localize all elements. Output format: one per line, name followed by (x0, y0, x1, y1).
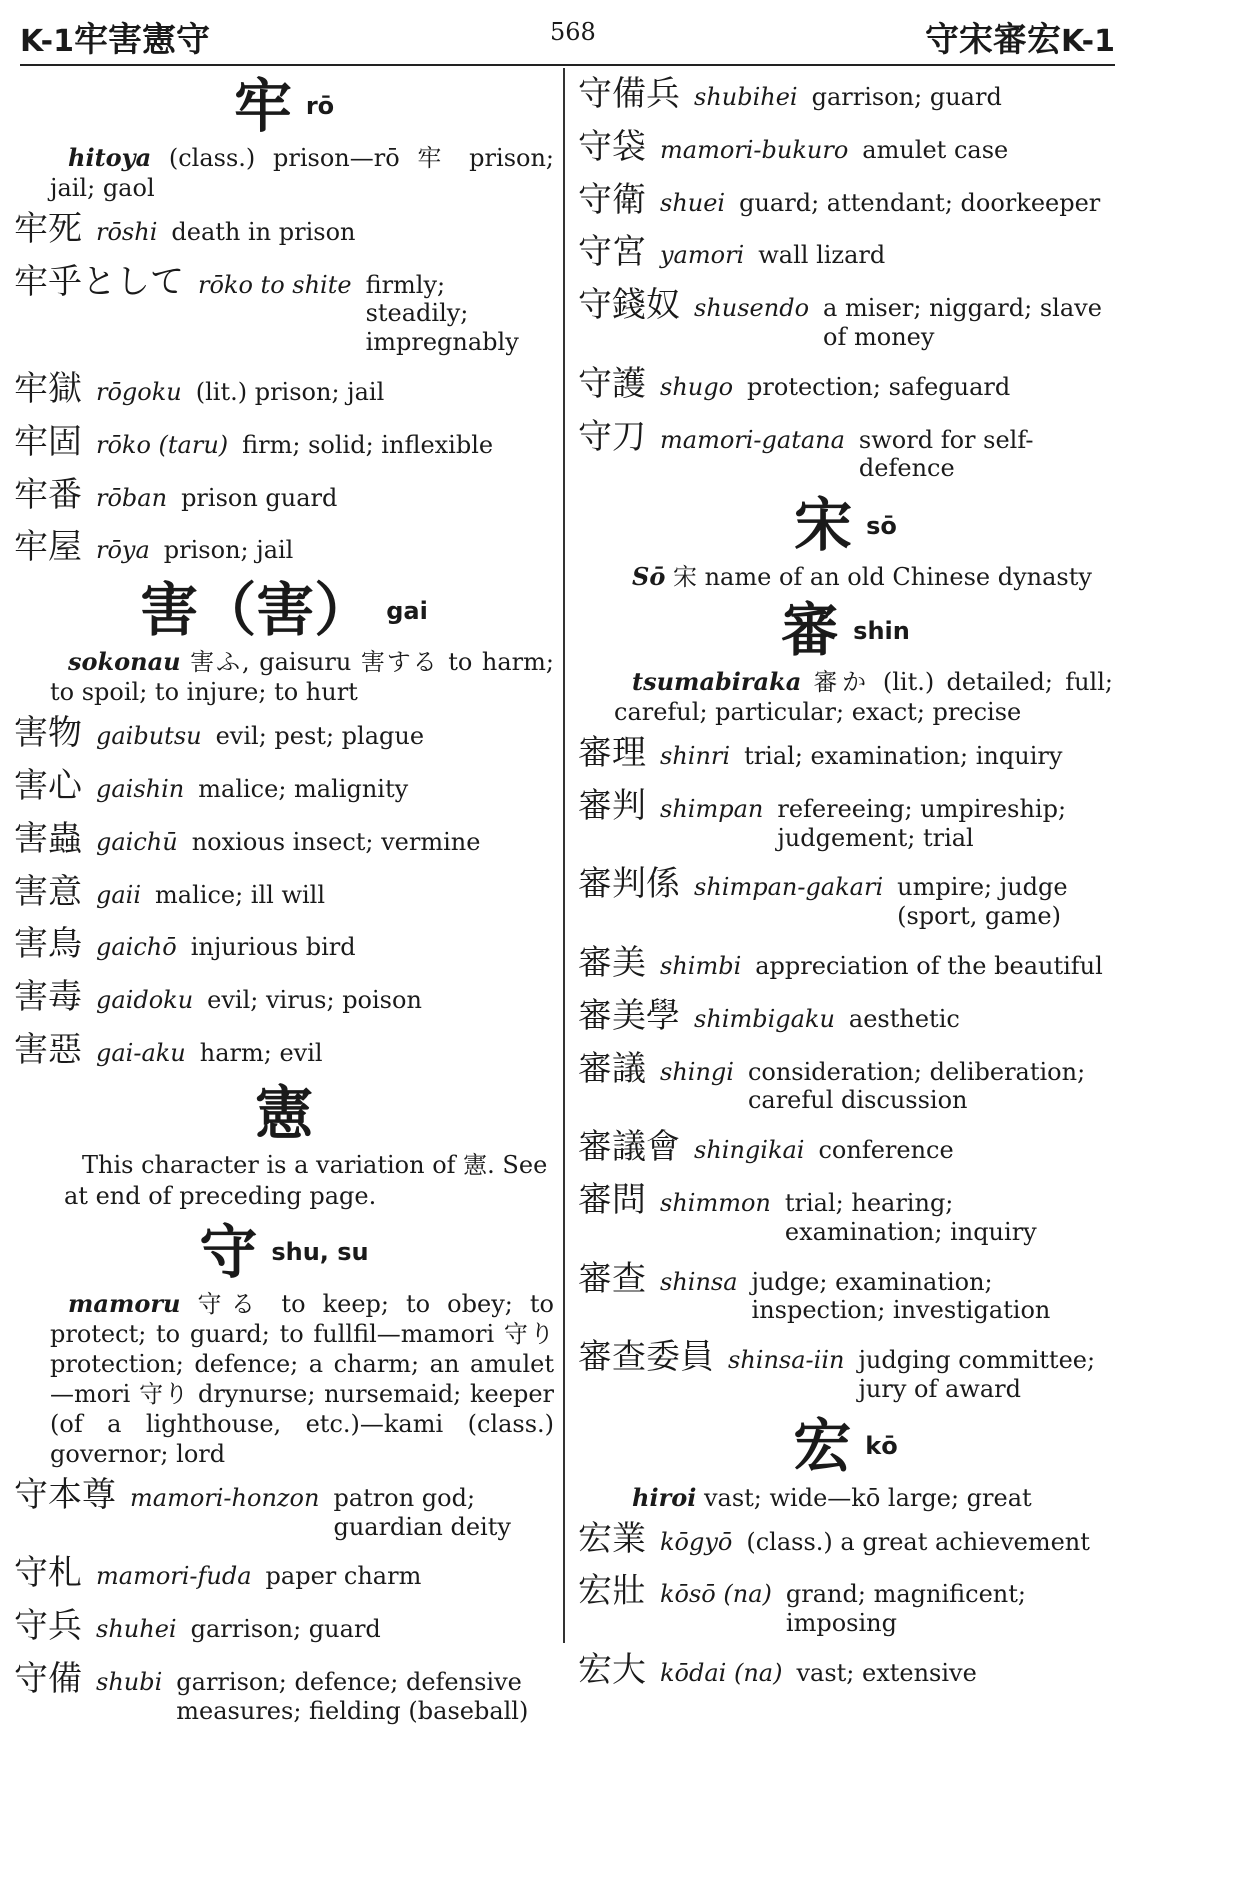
kanji-heading (14, 576, 554, 645)
entry-gloss: evil; pest; plague (215, 722, 425, 751)
dictionary-entry (14, 1553, 554, 1594)
dictionary-entry (14, 713, 554, 754)
entry-romaji: rōban (96, 483, 168, 512)
entry-japanese: 牢番 (14, 474, 82, 515)
entry-romaji: rōshi (96, 217, 158, 246)
entry-romaji: gai-aku (96, 1038, 186, 1067)
entry-romaji: mamori-bukuro (660, 135, 849, 164)
entry-japanese: 牢獄 (14, 369, 82, 410)
entry-romaji: shubi (96, 1668, 163, 1697)
kanji-heading (578, 596, 1113, 665)
entry-gloss: trial; hearing; examination; inquiry (784, 1188, 1037, 1246)
dictionary-entry (578, 364, 1113, 405)
entry-romaji: shingikai (694, 1136, 805, 1165)
entry-japanese: 害蟲 (14, 818, 82, 859)
dictionary-entry (578, 864, 1113, 931)
entry-romaji: shinsa-iin (728, 1346, 845, 1375)
entry-gloss: conference (818, 1136, 954, 1165)
entry-gloss: malice; ill will (155, 880, 326, 909)
section-shin (578, 596, 1113, 1404)
definition-word: Sō (632, 562, 666, 592)
entry-japanese: 守刀 (578, 416, 646, 457)
entry-japanese: 審判 (578, 785, 646, 826)
entry-romaji: shimmon (660, 1188, 771, 1217)
definition-word: tsumabiraka (632, 666, 802, 696)
entry-romaji: shinsa (660, 1267, 738, 1296)
entry-japanese: 守宮 (578, 232, 646, 273)
kanji-character: 宏 (793, 1411, 852, 1480)
entry-gloss: appreciation of the beautiful (755, 951, 1103, 980)
entry-gloss: paper charm (265, 1562, 422, 1591)
dictionary-entry (578, 417, 1113, 484)
header-left (20, 12, 210, 61)
dictionary-entry (14, 1606, 554, 1647)
definition-text: 守る to keep; to obey; to protect; to guard; to fullfil—mamori 守り protection; defence; a charm; an amulet—mori 守り drynurse; nursemaid; keeper (of a lighthouse, etc.)—kami (class.) governor; lord (50, 1289, 554, 1468)
entry-romaji: shubihei (694, 83, 798, 111)
entry-romaji: shingi (660, 1057, 734, 1086)
entry-list (578, 733, 1113, 1404)
definition-text: (class.) prison—rō 牢 prison; jail; gaol (50, 143, 554, 202)
header-left-kanji: 牢害憲守 (73, 20, 210, 60)
entry-list (14, 1475, 554, 1726)
kanji-definition (14, 143, 554, 203)
entry-gloss: (lit.) prison; jail (195, 378, 385, 407)
entry-romaji: shusendo (694, 294, 810, 323)
entry-japanese: 害毒 (14, 977, 82, 1018)
dictionary-entry (578, 1650, 1113, 1691)
entry-romaji: rōko (taru) (96, 430, 229, 459)
kanji-character: 牢 (233, 72, 292, 140)
entry-japanese: 守兵 (14, 1606, 82, 1647)
entry-japanese: 守備 (14, 1659, 82, 1700)
entry-japanese: 宏業 (578, 1518, 646, 1559)
kanji-reading: gai (386, 596, 428, 625)
entry-japanese: 審議會 (578, 1127, 680, 1168)
definition-text: 宋 name of an old Chinese dynasty (665, 563, 1092, 592)
entry-list (14, 713, 554, 1071)
entry-romaji: kōgyō (660, 1527, 733, 1556)
entry-japanese: 害鳥 (14, 924, 82, 965)
entry-romaji: rōgoku (96, 378, 182, 407)
dictionary-entry (14, 1659, 554, 1726)
entry-romaji: gaidoku (96, 986, 194, 1015)
dictionary-entry (14, 527, 554, 568)
page-number: 568 (550, 18, 596, 46)
header-right (925, 12, 1115, 61)
entry-japanese: 害心 (14, 765, 82, 806)
entry-romaji: gaii (96, 880, 142, 909)
dictionary-entry (578, 180, 1113, 221)
dictionary-entry (578, 1049, 1113, 1116)
header-right-kanji: 守宋審宏 (925, 20, 1062, 60)
entry-japanese: 牢固 (14, 421, 82, 462)
entry-list (578, 74, 1113, 483)
left-column (14, 68, 554, 1738)
section-ko (578, 1411, 1113, 1691)
entry-japanese: 宏大 (578, 1649, 646, 1690)
kanji-heading (578, 1411, 1113, 1480)
entry-japanese: 守袋 (578, 126, 646, 167)
entry-gloss: protection; safeguard (747, 372, 1011, 401)
column-divider (563, 68, 565, 1643)
dictionary-entry (14, 766, 554, 807)
header-left-code: K-1 (20, 24, 74, 59)
entry-japanese: 審美學 (578, 995, 680, 1036)
entry-gloss: patron god; guardian deity (333, 1483, 511, 1541)
entry-gloss: garrison; guard (190, 1615, 381, 1644)
dictionary-entry (14, 262, 554, 357)
kanji-heading (578, 491, 1113, 560)
kanji-definition (578, 562, 1113, 592)
entry-gloss: harm; evil (199, 1038, 323, 1067)
entry-gloss: sword for self-defence (858, 425, 1034, 483)
entry-list (14, 209, 554, 568)
entry-gloss: guard; attendant; doorkeeper (739, 188, 1101, 217)
dictionary-entry (578, 786, 1113, 853)
kanji-definition (14, 1289, 554, 1469)
entry-gloss: garrison; guard (811, 83, 1002, 111)
definition-word: sokonau (68, 647, 181, 677)
dictionary-entry (14, 1030, 554, 1071)
entry-japanese: 審查 (578, 1258, 646, 1299)
dictionary-entry (578, 127, 1113, 168)
dictionary-entry (578, 74, 1113, 115)
entry-japanese: 審議 (578, 1048, 646, 1089)
entry-romaji: kōsō (na) (660, 1580, 772, 1609)
section-shu-continued (578, 74, 1113, 483)
entry-japanese: 守錢奴 (578, 285, 680, 326)
entry-japanese: 守札 (14, 1553, 82, 1594)
kanji-reading: rō (305, 92, 335, 121)
entry-romaji: rōya (96, 536, 150, 565)
entry-gloss: refereeing; umpireship; judgement; trial (777, 794, 1067, 852)
entry-gloss: death in prison (171, 217, 356, 246)
entry-japanese: 牢死 (14, 208, 82, 249)
entry-gloss: trial; examination; inquiry (744, 741, 1063, 770)
entry-romaji: gaishin (96, 774, 185, 803)
dictionary-entry (578, 1571, 1113, 1638)
dictionary-entry (578, 943, 1113, 984)
entry-romaji: shimpan-gakari (694, 873, 884, 902)
dictionary-entry (14, 819, 554, 860)
entry-japanese: 宏壯 (578, 1571, 646, 1612)
entry-japanese: 牢乎として (14, 261, 184, 302)
entry-gloss: firmly; steadily; impregnably (365, 270, 519, 357)
dictionary-entry (578, 285, 1113, 352)
entry-romaji: kōdai (na) (660, 1658, 783, 1687)
dictionary-entry (578, 1127, 1113, 1168)
entry-gloss: wall lizard (758, 241, 886, 270)
entry-gloss: garrison; defence; defensive measures; fielding (baseball) (176, 1668, 529, 1725)
entry-japanese: 審判係 (578, 864, 680, 905)
variation-note: This character is a variation of 憲. See at end of preceding page. (64, 1150, 548, 1210)
kanji-heading (14, 72, 554, 140)
definition-word: hitoya (68, 142, 152, 172)
kanji-reading: sō (866, 511, 897, 540)
entry-gloss: evil; virus; poison (207, 986, 422, 1015)
dictionary-entry (578, 996, 1113, 1037)
entry-gloss: aesthetic (848, 1004, 960, 1033)
entry-gloss: a miser; niggard; slave of money (823, 294, 1102, 351)
dictionary-entry (14, 422, 554, 463)
entry-gloss: firm; solid; inflexible (242, 430, 494, 459)
dictionary-entry (14, 1475, 554, 1542)
right-column (578, 68, 1113, 1703)
dictionary-entry (578, 1180, 1113, 1247)
entry-romaji: shinri (660, 741, 731, 770)
entry-gloss: grand; magnificent; imposing (785, 1580, 1026, 1638)
entry-romaji: rōko to shite (198, 270, 352, 299)
entry-gloss: consideration; deliberation; careful discussion (747, 1057, 1086, 1115)
entry-romaji: gaichū (96, 827, 178, 856)
entry-japanese: 審問 (578, 1179, 646, 1220)
entry-japanese: 守本尊 (14, 1474, 116, 1515)
section-ro (14, 72, 554, 568)
entry-gloss: malice; malignity (198, 774, 409, 803)
definition-text: 審か (lit.) detailed; full; careful; particular; exact; precise (614, 667, 1113, 726)
entry-gloss: judge; examination; inspection; investigation (751, 1267, 1051, 1325)
kanji-heading (14, 1078, 554, 1147)
entry-gloss: prison; jail (163, 536, 294, 565)
kanji-heading (14, 1218, 554, 1286)
kanji-character: 害（害） (140, 576, 373, 645)
kanji-character: 宋 (794, 491, 853, 560)
header-right-code: K-1 (1061, 24, 1115, 59)
entry-japanese: 審理 (578, 732, 646, 773)
entry-japanese: 害意 (14, 871, 82, 912)
entry-gloss: prison guard (181, 483, 338, 512)
entry-romaji: shugo (660, 372, 734, 401)
running-head (20, 12, 1115, 66)
entry-romaji: gaichō (96, 933, 177, 962)
section-shu (14, 1218, 554, 1726)
dictionary-entry (14, 209, 554, 250)
entry-romaji: shuhei (96, 1615, 177, 1644)
entry-list (578, 1519, 1113, 1691)
kanji-reading: kō (865, 1432, 898, 1461)
entry-romaji: mamori-gatana (660, 425, 845, 454)
entry-gloss: vast; extensive (796, 1658, 977, 1687)
dictionary-entry (578, 1337, 1113, 1404)
entry-romaji: shimbigaku (694, 1004, 835, 1033)
entry-gloss: umpire; judge (sport, game) (897, 873, 1068, 931)
dictionary-entry (578, 733, 1113, 774)
entry-japanese: 守護 (578, 363, 646, 404)
definition-text: 害ふ, gaisuru 害する to harm; to spoil; to injure; to hurt (50, 648, 554, 707)
entry-japanese: 守衛 (578, 179, 646, 220)
dictionary-entry (14, 872, 554, 913)
dictionary-entry (578, 1519, 1113, 1560)
entry-gloss: noxious insect; vermine (191, 827, 481, 856)
entry-gloss: judging committee; jury of award (858, 1346, 1096, 1403)
entry-romaji: gaibutsu (96, 722, 202, 751)
entry-romaji: mamori-honzon (130, 1483, 320, 1512)
entry-romaji: yamori (660, 241, 745, 270)
entry-gloss: (class.) a great achievement (746, 1527, 1090, 1556)
entry-romaji: shimbi (660, 951, 742, 980)
entry-romaji: shuei (660, 188, 726, 217)
entry-japanese: 害惡 (14, 1029, 82, 1070)
dictionary-entry (578, 232, 1113, 273)
entry-japanese: 害物 (14, 713, 82, 754)
definition-text: vast; wide—kō large; great (696, 1483, 1032, 1512)
section-so (578, 491, 1113, 592)
kanji-reading: shin (853, 616, 910, 645)
dictionary-entry (14, 475, 554, 516)
kanji-definition (578, 667, 1113, 727)
kanji-character: 審 (781, 596, 840, 665)
entry-romaji: shimpan (660, 794, 764, 823)
dictionary-entry (578, 1259, 1113, 1326)
entry-romaji: mamori-fuda (96, 1562, 252, 1591)
kanji-reading: shu, su (271, 1238, 369, 1267)
entry-gloss: injurious bird (190, 933, 356, 962)
entry-japanese: 牢屋 (14, 527, 82, 568)
definition-word: mamoru (68, 1288, 181, 1318)
entry-gloss: amulet case (862, 135, 1009, 164)
entry-japanese: 守備兵 (578, 74, 680, 114)
section-ken (14, 1078, 554, 1212)
kanji-definition (578, 1483, 1113, 1513)
dictionary-entry (14, 977, 554, 1018)
entry-japanese: 審查委員 (578, 1337, 714, 1378)
kanji-character: 憲 (254, 1078, 313, 1147)
dictionary-entry (14, 369, 554, 410)
kanji-character: 守 (199, 1218, 258, 1286)
kanji-definition (14, 647, 554, 707)
dictionary-entry (14, 924, 554, 965)
entry-japanese: 審美 (578, 942, 646, 983)
section-gai (14, 576, 554, 1070)
definition-word: hiroi (632, 1482, 697, 1512)
